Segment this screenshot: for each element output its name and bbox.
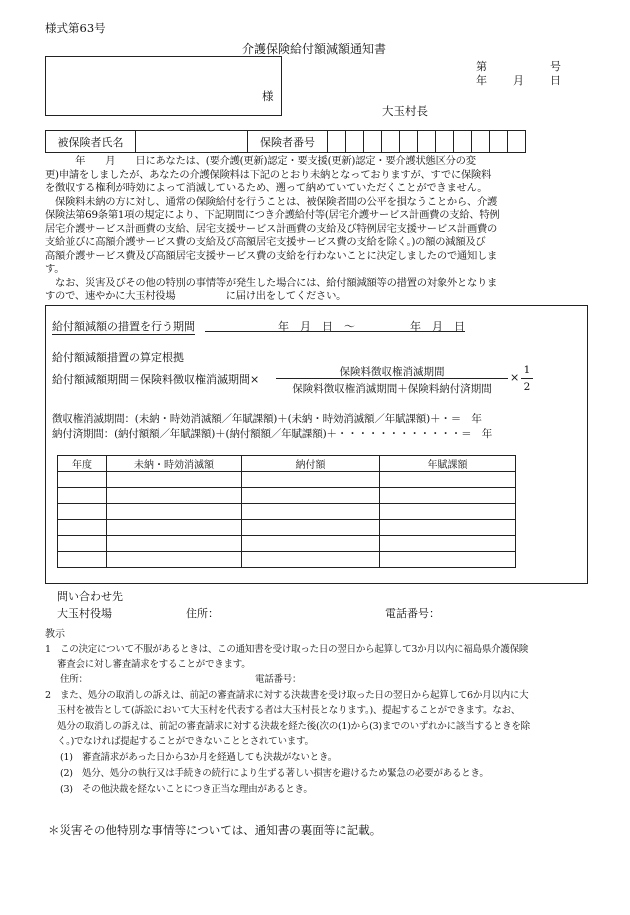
table-row[interactable] bbox=[58, 552, 516, 568]
table-row[interactable] bbox=[58, 520, 516, 536]
table-header-row bbox=[58, 456, 516, 472]
formula-left: 給付額減額期間＝保険料徴収権消滅期間× bbox=[52, 373, 260, 386]
body-line: 更)申請をしましたが、あなたの介護保険料は下記のとおり未納となっておりますが、すでに保険料 bbox=[45, 168, 492, 181]
insurer-number-digit[interactable] bbox=[328, 131, 346, 153]
fraction-numerator: 保険料徴収権消滅期間 bbox=[339, 366, 445, 378]
notice-item1-line: 審査会に対し審査請求をすることができます。 bbox=[45, 659, 251, 670]
notice-item1-phone: 電話番号： bbox=[255, 674, 302, 685]
contact-title: 問い合わせ先 bbox=[57, 590, 123, 603]
insurer-number-digit[interactable] bbox=[400, 131, 418, 153]
amount-table bbox=[57, 455, 516, 568]
document-title: 介護保険給付額減額通知書 bbox=[242, 42, 387, 56]
half-numerator: 1 bbox=[523, 364, 531, 376]
contact-office: 大玉村役場 bbox=[57, 607, 112, 620]
notice-item2-line: 玉村を被告として(訴訟において大玉村を代表する者は大玉村長となります。)、提起することができます。なお、 bbox=[45, 705, 521, 716]
insurer-number-digit[interactable] bbox=[364, 131, 382, 153]
col-header-unpaid: 未納・時効消滅額 bbox=[107, 456, 242, 472]
table-row[interactable] bbox=[58, 536, 516, 552]
date-month: 月 bbox=[513, 74, 524, 87]
date-year: 年 bbox=[476, 74, 487, 87]
body-line: 支給並びに高額介護サービス費の支給及び高額居宅支援サービス費の支給を除く。)の額の減額及び bbox=[45, 236, 486, 248]
col-header-year: 年度 bbox=[58, 456, 107, 472]
insurer-number-label: 保険者番号 bbox=[248, 131, 328, 153]
date-day: 日 bbox=[550, 74, 561, 87]
issuer-name: 大玉村長 bbox=[382, 104, 428, 118]
doc-number-go: 号 bbox=[550, 60, 561, 73]
notice-item2-line: 処分の取消しの訴えは、前記の審査請求に対する決裁を経た後(次の(1)から(3)までのいずれかに該当するときを除 bbox=[45, 721, 530, 732]
insurer-number-digit[interactable] bbox=[454, 131, 472, 153]
notice-item2-line: 2 また、処分の取消しの訴えは、前記の審査請求に対する決裁書を受け取った日の翌日から起算して6か月以内に大 bbox=[45, 690, 529, 701]
contact-phone-label: 電話番号： bbox=[385, 607, 440, 620]
period-value[interactable]: 年 月 日 〜 年 月 日 bbox=[278, 320, 465, 333]
notice-sub-item: (1) 審査請求があった日から3か月を経過しても決裁がないとき。 bbox=[60, 752, 338, 763]
col-header-paid: 納付額 bbox=[242, 456, 380, 472]
notice-sub-item: (2) 処分、処分の執行又は手続きの続行により生ずる著しい損害を避けるため緊急の必要があるとき。 bbox=[60, 768, 489, 779]
period-underline bbox=[205, 331, 465, 332]
insurer-number-digit[interactable] bbox=[346, 131, 364, 153]
table-row[interactable] bbox=[58, 504, 516, 520]
insurer-number-digit[interactable] bbox=[418, 131, 436, 153]
body-line: を徴収する権利が時効によって消滅しているため、遡って納めていていただくことができません。 bbox=[45, 182, 488, 194]
paid-period-formula: 納付済期間：(納付額額／年賦課額)＋(納付額額／年賦課額)＋・・・・・・・・・・・・＝ 年 bbox=[52, 428, 493, 440]
insured-name-field[interactable] bbox=[136, 131, 248, 153]
half-bar bbox=[521, 378, 533, 379]
fraction-denominator: 保険料徴収権消滅期間＋保険料納付済期間 bbox=[292, 383, 492, 395]
col-header-annual: 年賦課額 bbox=[380, 456, 516, 472]
body-line: 保険料未納の方に対し、通常の保険給付を行うことは、被保険者間の公平を損なうことから、介護 bbox=[45, 195, 498, 208]
basis-label: 給付額減額措置の算定根拠 bbox=[52, 351, 184, 364]
insurer-number-digit[interactable] bbox=[472, 131, 490, 153]
body-line: すので、速やかに大玉村役場 に届け出をしてください。 bbox=[45, 290, 347, 302]
times-sign: × bbox=[510, 371, 520, 384]
body-line: 年 月 日にあなたは、(要介護(更新)認定・要支援(更新)認定・要介護状態区分の変 bbox=[45, 155, 476, 167]
contact-address-label: 住所： bbox=[186, 607, 219, 620]
notice-item1-address: 住所： bbox=[60, 674, 88, 685]
insurer-number-digit[interactable] bbox=[382, 131, 400, 153]
insurer-number-digit[interactable] bbox=[508, 131, 526, 153]
insured-id-row bbox=[45, 130, 526, 153]
recipient-box[interactable] bbox=[45, 56, 282, 116]
half-denominator: 2 bbox=[523, 381, 531, 393]
insurer-number-digit[interactable] bbox=[436, 131, 454, 153]
notice-title: 教示 bbox=[45, 629, 65, 640]
insurer-number-digit[interactable] bbox=[490, 131, 508, 153]
fraction-bar bbox=[276, 378, 508, 379]
body-line: なお、災害及びその他の特別の事情等が発生した場合には、給付額減額等の措置の対象外となりま bbox=[45, 276, 498, 289]
table-row[interactable] bbox=[58, 472, 516, 488]
recipient-sama: 様 bbox=[262, 89, 274, 103]
notice-item2-line: く。)でなければ提起することができないこととされています。 bbox=[45, 736, 314, 747]
body-line: 保険法第69条第1項の規定により、下記期間につき介護給付等(居宅介護サービス計画費の支給、特例 bbox=[45, 209, 500, 221]
notice-sub-item: (3) その他決裁を経ないことにつき正当な理由があるとき。 bbox=[60, 784, 313, 795]
table-row[interactable] bbox=[58, 488, 516, 504]
insured-name-label: 被保険者氏名 bbox=[46, 131, 136, 153]
collection-right-expired-formula: 徴収権消滅期間：(未納・時効消滅額／年賦課額)＋(未納・時効消滅額／年賦課額)＋・＝ 年 bbox=[52, 413, 482, 425]
form-number: 様式第63号 bbox=[45, 21, 106, 35]
body-line: 居宅介護サービス計画費の支給、居宅支援サービス計画費の支給及び特例居宅支援サービス計画費の bbox=[45, 222, 498, 235]
body-line: す。 bbox=[45, 263, 65, 275]
body-line: 高額介護サービス費及び高額居宅支援サービス費の支給を行わないことに決定しましたので通知しま bbox=[45, 249, 498, 262]
doc-number-dai: 第 bbox=[476, 60, 487, 73]
period-label: 給付額減額の措置を行う期間 bbox=[52, 320, 195, 333]
footnote: ＊災害その他特別な事情等については、通知書の裏面等に記載。 bbox=[48, 823, 382, 837]
notice-item1-line: 1 この決定について不服があるときは、この通知書を受け取った日の翌日から起算して3か月以内に福島県介護保険 bbox=[45, 644, 529, 655]
